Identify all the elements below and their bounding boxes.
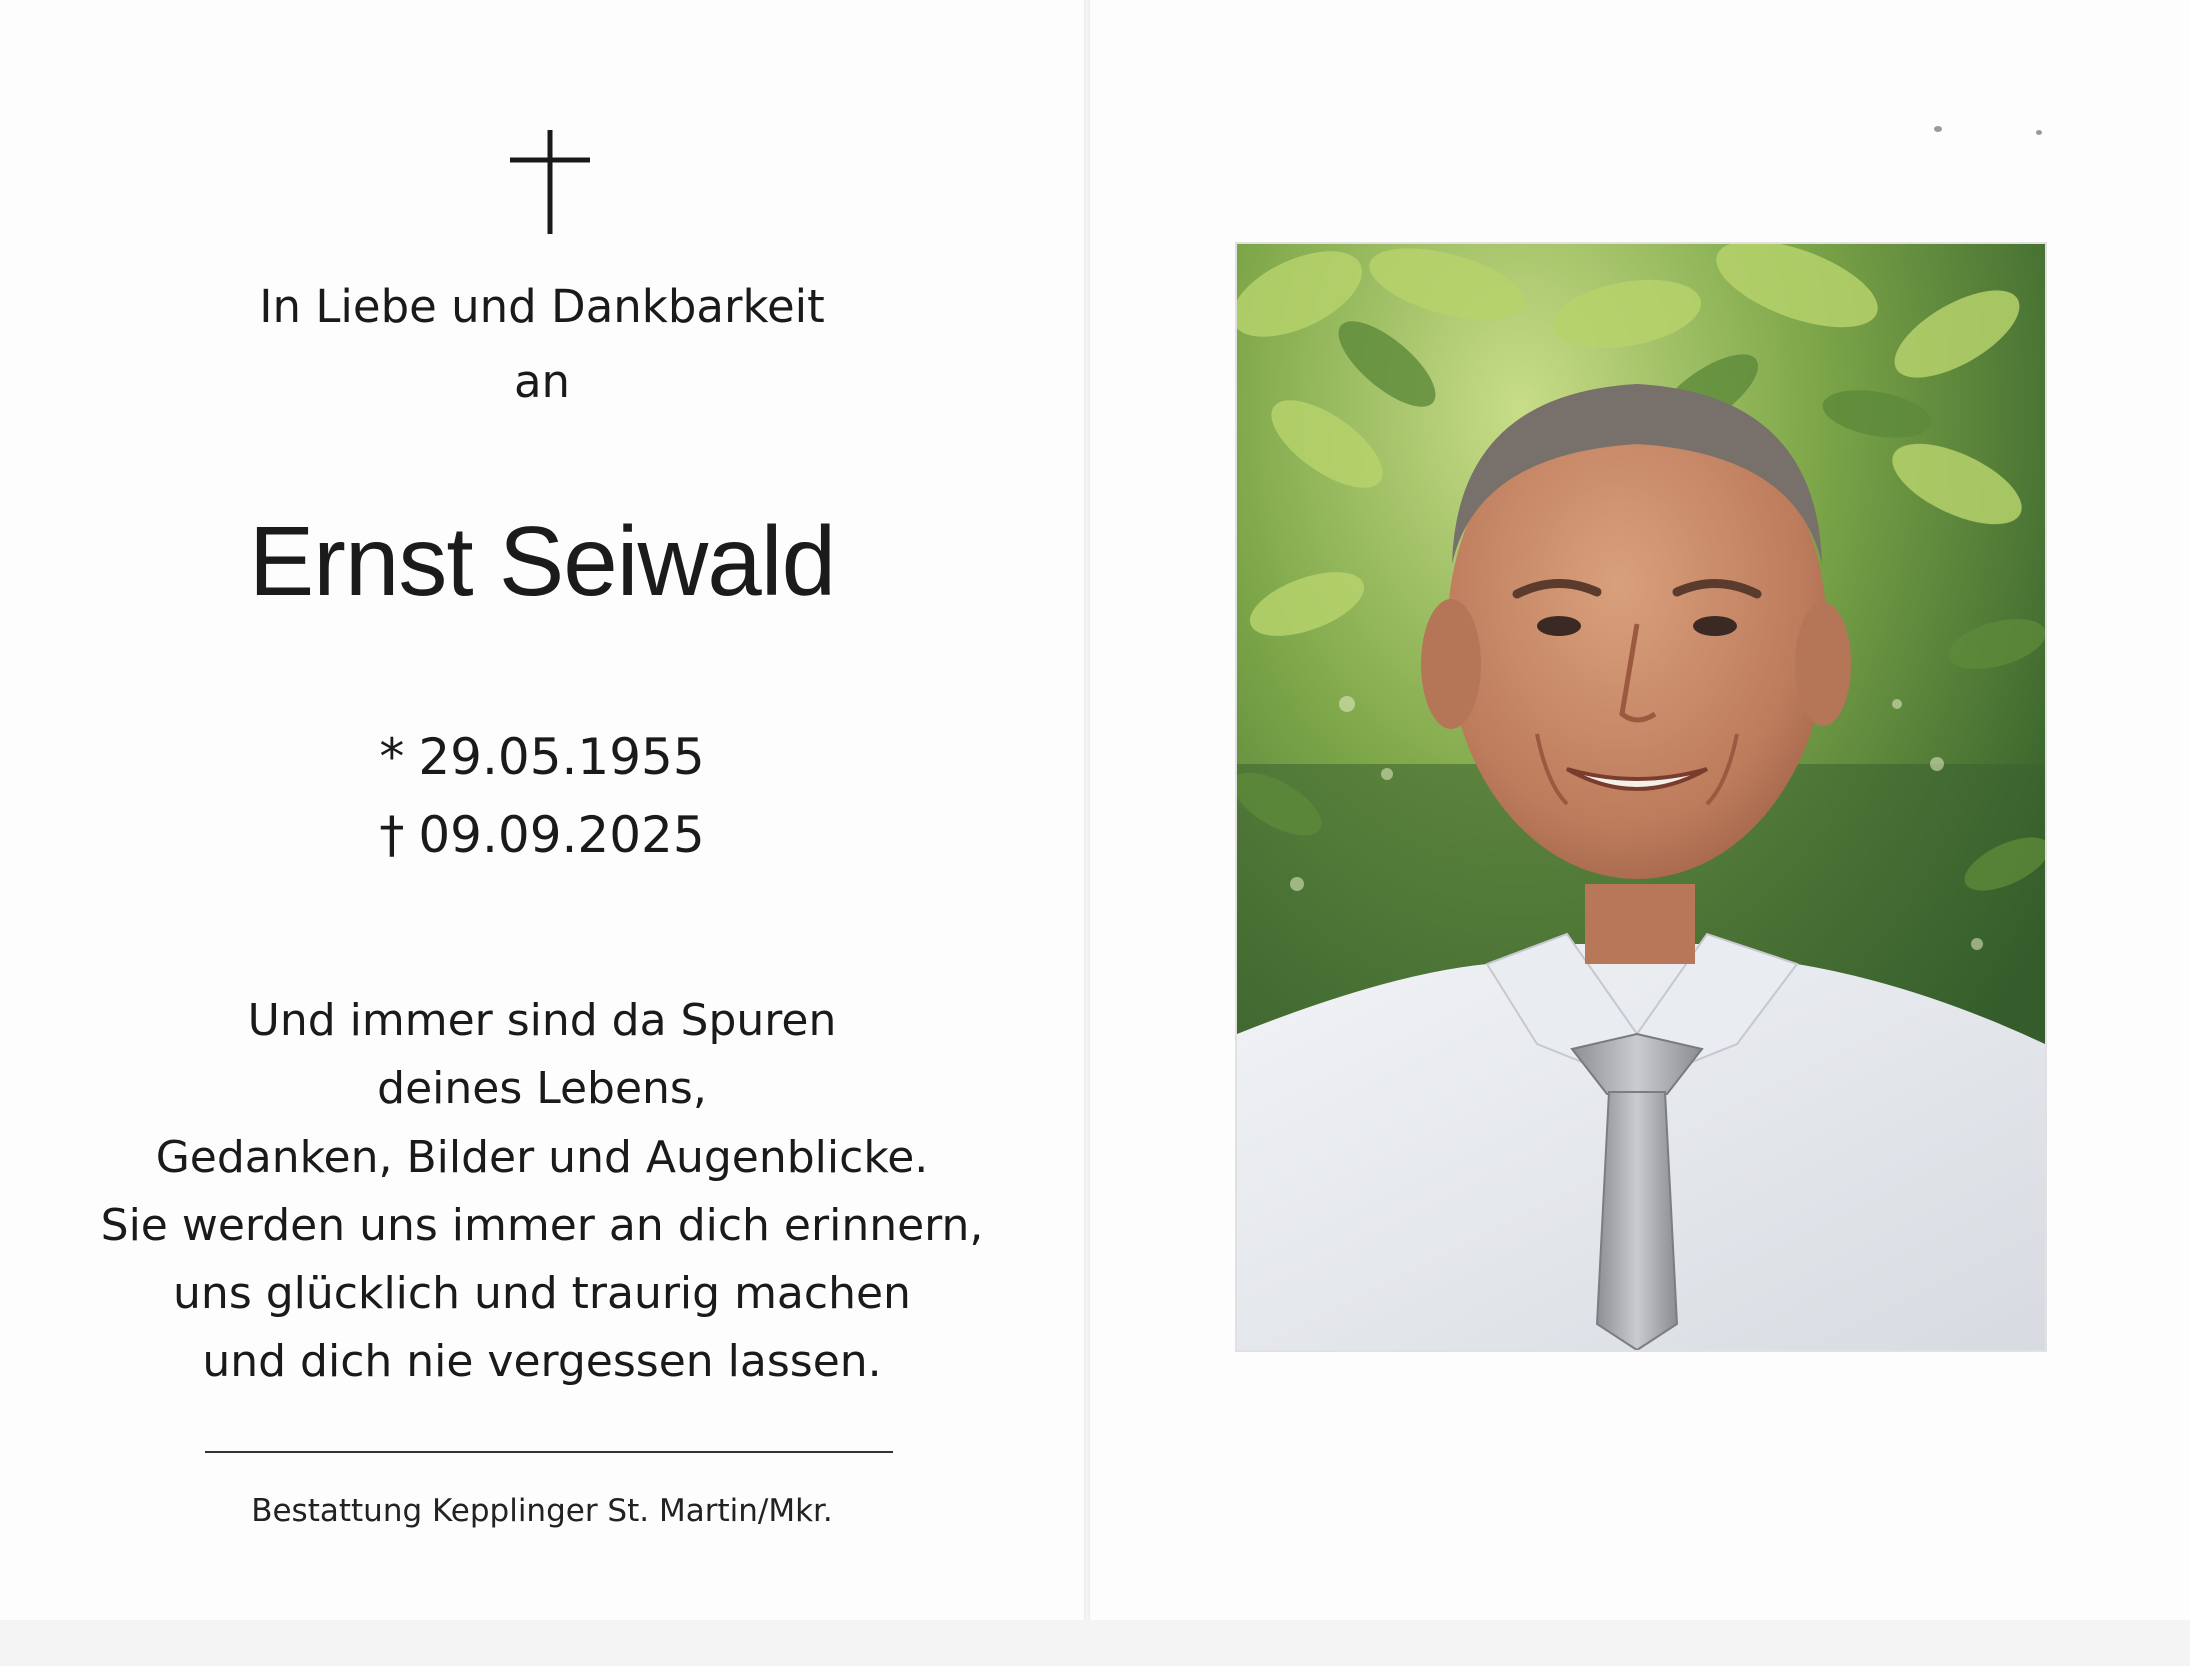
birth-symbol: * — [379, 728, 405, 786]
scan-bottom-edge — [0, 1620, 2190, 1666]
paper-speck — [1934, 126, 1942, 132]
undertaker-credit: Bestattung Kepplinger St. Martin/Mkr. — [251, 1493, 833, 1529]
poem-line: Und immer sind da Spuren — [247, 995, 837, 1046]
poem-line: Sie werden uns immer an dich erinnern, — [100, 1200, 984, 1251]
birth-date-line — [0, 728, 1084, 786]
poem-line: uns glücklich und traurig machen — [173, 1268, 911, 1319]
cross-icon — [508, 128, 592, 236]
text-panel — [0, 0, 1084, 1620]
death-symbol: † — [379, 806, 405, 864]
dedication-line-2: an — [513, 355, 571, 408]
poem-line: deines Lebens, — [377, 1063, 707, 1114]
deceased-name: Ernst Seiwald — [248, 506, 836, 616]
paper-speck — [2036, 130, 2042, 135]
dedication-line-1: In Liebe und Dankbarkeit — [259, 280, 825, 333]
divider-line — [205, 1451, 893, 1453]
death-date: 09.09.2025 — [418, 806, 705, 864]
poem-line: Gedanken, Bilder und Augenblicke. — [155, 1132, 929, 1183]
portrait-photo-icon — [1237, 244, 2045, 1350]
birth-date: 29.05.1955 — [418, 728, 705, 786]
death-date-line — [0, 806, 1084, 864]
poem-line: und dich nie vergessen lassen. — [202, 1336, 882, 1387]
portrait-photo — [1237, 244, 2045, 1350]
